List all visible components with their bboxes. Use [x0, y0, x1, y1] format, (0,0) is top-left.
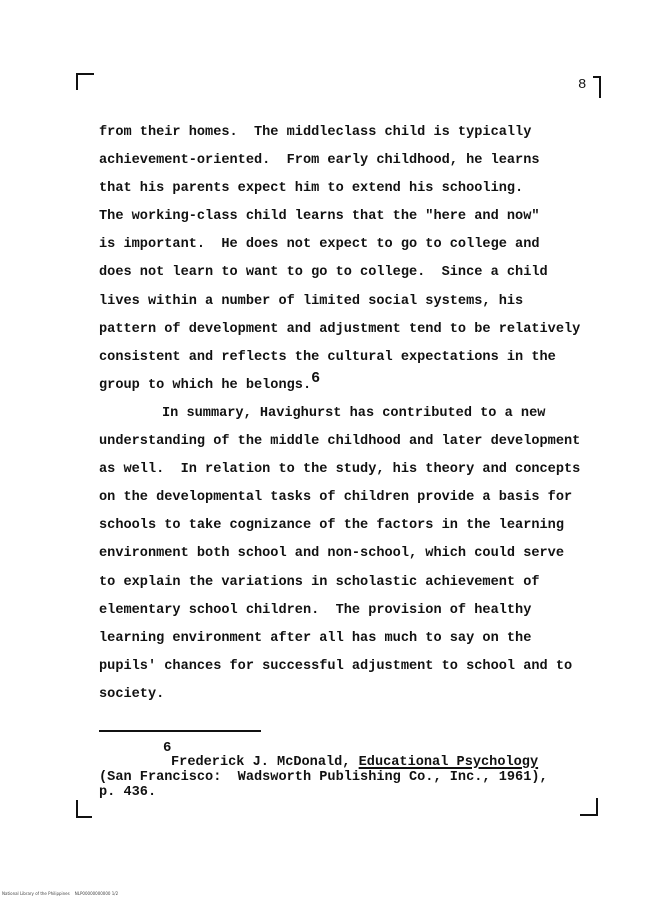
text-line: does not learn to want to go to college. Since a child	[99, 265, 548, 281]
paragraph-first-line: In summary, Havighurst has contributed to a new	[162, 405, 546, 421]
text-line: learning environment after all has much to say on the	[99, 630, 532, 646]
footnote-citation-line	[99, 755, 569, 770]
text-line: from their homes. The middleclass child is typically	[99, 125, 532, 140]
text-line: that his parents expect him to extend his schooling.	[99, 181, 524, 197]
text-line: The working-class child learns that the "here and now"	[99, 209, 540, 225]
archive-footer: National Library of the Philippines NLP00000000000 1/2	[2, 891, 119, 896]
text-line: group to which he belongs.	[99, 377, 312, 393]
footnote-separator	[99, 730, 261, 732]
text-line: understanding of the middle childhood and later development	[99, 434, 581, 450]
footnote-reference: 6	[311, 369, 321, 387]
text-line: achievement-oriented. From early childhood, he learns	[99, 153, 540, 169]
text-line: society.	[99, 686, 165, 702]
text-line-with-footnote	[99, 369, 599, 400]
footnote	[99, 742, 569, 800]
text-line: environment both school and non-school, which could serve	[99, 546, 564, 562]
footnote-title: Educational Psychology	[358, 755, 539, 770]
text-line: consistent and reflects the cultural expectations in the	[99, 349, 556, 365]
footnote-publisher: (San Francisco: Wadsworth Publishing Co., Inc., 1961),	[99, 770, 548, 785]
footnote-author: Frederick J. McDonald,	[171, 755, 351, 770]
text-line: on the developmental tasks of children provide a basis for	[99, 490, 573, 506]
crop-mark-bottom-right	[580, 798, 598, 816]
footnote-pages: p. 436.	[99, 785, 157, 800]
crop-mark-top-right	[593, 76, 601, 98]
body-text	[99, 119, 599, 709]
footnote-marker: 6	[163, 740, 172, 756]
text-line: pupils' chances for successful adjustment to school and to	[99, 658, 573, 674]
page-number: 8	[578, 77, 587, 93]
text-line: lives within a number of limited social systems, his	[99, 293, 524, 309]
text-line: to explain the variations in scholastic achievement of	[99, 574, 540, 590]
text-line: elementary school children. The provision of healthy	[99, 602, 532, 618]
text-line: schools to take cognizance of the factors in the learning	[99, 518, 564, 534]
crop-mark-top-left	[76, 73, 94, 90]
text-line: as well. In relation to the study, his theory and concepts	[99, 462, 581, 478]
crop-mark-bottom-left	[76, 800, 92, 818]
text-line: is important. He does not expect to go to college and	[99, 237, 540, 253]
text-line: pattern of development and adjustment tend to be relatively	[99, 321, 581, 337]
